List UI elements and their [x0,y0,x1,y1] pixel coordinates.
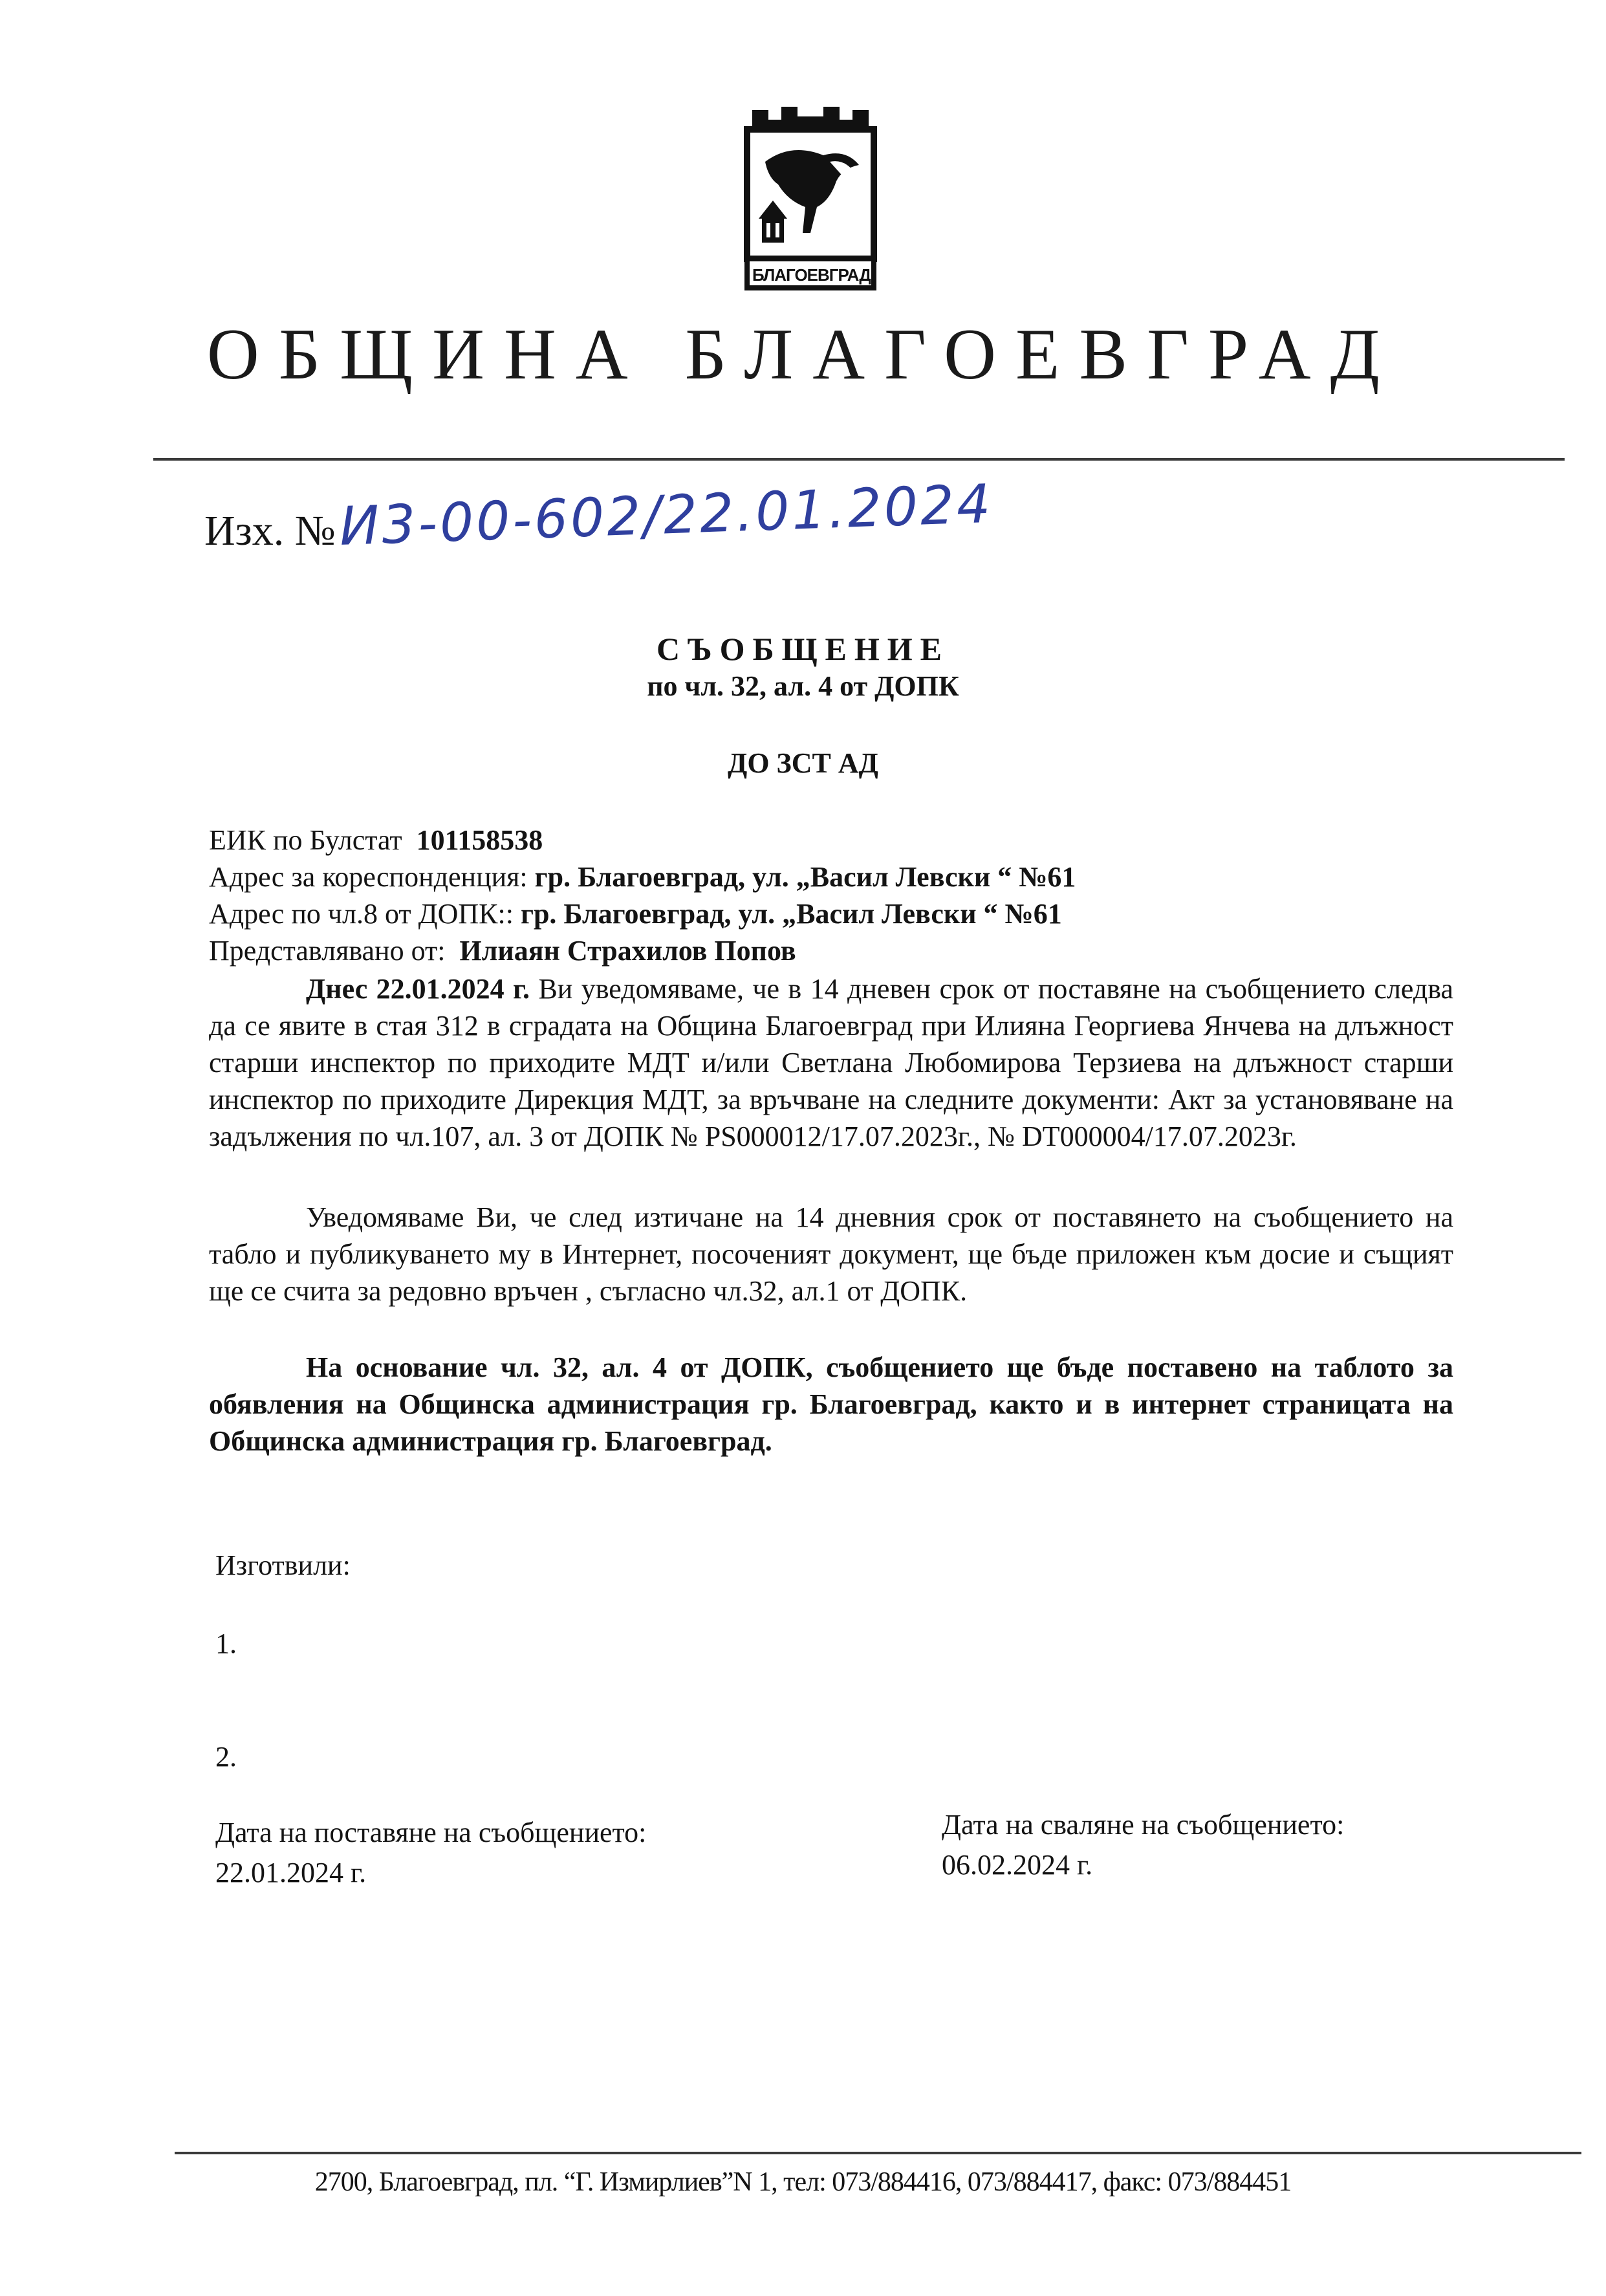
preparer-2-number: 2. [215,1741,237,1773]
municipality-crest [733,104,888,291]
posting-date-value: 22.01.2024 г. [215,1857,367,1888]
correspondence-address-label: Адрес за кореспонденция: [209,861,528,893]
dopk-address-label: Адрес по чл.8 от ДОПК:: [209,898,514,930]
reference-label: Изх. № [204,507,336,554]
eik-value: 101158538 [416,824,543,856]
posting-date-block [215,1813,646,1893]
prepared-by-label: Изготвили: [215,1549,351,1581]
crest-emblem-icon [733,104,888,291]
eik-label: ЕИК по Булстат [209,824,402,856]
preparer-1-number: 1. [215,1628,237,1659]
notice-paragraph-3 [209,1349,1453,1460]
footer-contact: 2700, Благоевград, пл. “Г. Измирлиев”N 1, тел: 073/884416, 073/884417, факс: 073/884451 [314,2167,1292,2197]
notice-paragraph-1 [209,970,1453,1155]
dopk-address-value: гр. Благоевград, ул. „Васил Левски “ №61 [520,898,1062,930]
representative-line [209,932,1453,969]
correspondence-address-line [209,858,1453,895]
municipality-title: ОБЩИНА БЛАГОЕВГРАД [206,314,1400,395]
representative-label: Представлявано от: [209,935,446,967]
removal-date-label: Дата на сваляне на съобщението: [942,1809,1345,1841]
outgoing-reference [204,473,994,570]
notice-subtitle: по чл. 32, ал. 4 от ДОПК [647,670,959,702]
recipient-details [209,822,1453,969]
eik-line [209,822,1453,858]
notice-date-lead: Днес 22.01.2024 г. [306,973,530,1005]
notice-paragraph-3-text: На основание чл. 32, ал. 4 от ДОПК, съобщението ще бъде поставено на таблото за обявления на Общинска администрация гр. Благоевград, както и в интернет страницата на Общинска администрация гр. Благоевград. [209,1351,1453,1457]
notice-paragraph-1-text: Ви уведомяваме, че в 14 дневен срок от поставяне на съобщението следва да се явите в стая 312 в сградата на Община Благоевград при Илияна Георгиева Янчева на длъжност старши инспектор по приходите МДТ и/или Светлана Любомирова Терзиева на длъжност старши инспектор по приходите Дирекция МДТ, за връчване на следните документи: Акт за установяване на задължения по чл.107, ал. 3 от ДОПК № PS000012/17.07.2023г., № DT000004/17.07.2023г. [209,973,1453,1152]
representative-value: Илиаян Страхилов Попов [459,935,796,967]
header-divider [153,458,1565,461]
reference-number-handwritten: И3-00-602/22.01.2024 [338,473,994,558]
footer-divider [175,2152,1581,2154]
notice-paragraph-2 [209,1199,1453,1309]
correspondence-address-value: гр. Благоевград, ул. „Васил Левски “ №61 [534,861,1076,893]
notice-paragraph-2-text: Уведомяваме Ви, че след изтичане на 14 дневния срок от поставянето на съобщението на табло и публикуването му в Интернет, посоченият документ, ще бъде приложен към досие и същият ще се счита за редовно връчен , съгласно чл.32, ал.1 от ДОПК. [209,1201,1453,1307]
notice-title: СЪОБЩЕНИЕ [656,631,950,667]
removal-date-value: 06.02.2024 г. [942,1849,1093,1881]
crest-label: БЛАГОЕВГРАД [752,265,871,285]
dopk-address-line [209,895,1453,932]
notice-addressee: ДО ЗСТ АД [728,747,878,779]
posting-date-label: Дата на поставяне на съобщението: [215,1817,647,1848]
removal-date-block [942,1805,1344,1885]
